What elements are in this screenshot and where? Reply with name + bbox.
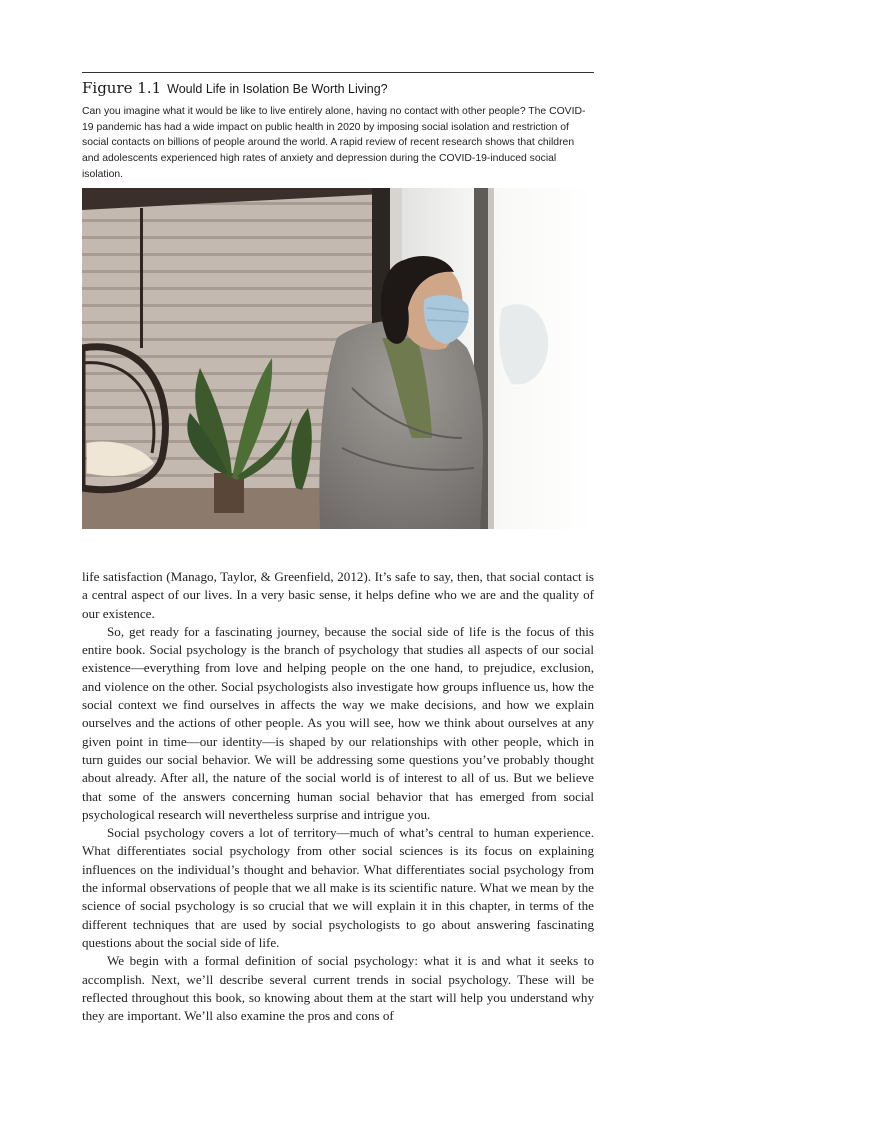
figure-top-rule xyxy=(82,72,594,73)
figure-header xyxy=(82,79,594,98)
paragraph: Social psychology covers a lot of territory—much of what’s central to human experience. What differentiates social psychology from other social sciences is its focus on explaining influences on the individual’s thought and behavior. What differentiates social psychology from the informal observations of people that we all make is its scientific nature. What we mean by the science of social psychology is so crucial that we will explain it in this chapter, in terms of the different techniques that are used by social psychologists to go about answering fascinating questions about the social side of life. xyxy=(82,825,594,950)
figure-page xyxy=(82,72,594,1024)
paragraph: We begin with a formal definition of social psychology: what it is and what it seeks to accomplish. Next, we’ll describe several current trends in social psychology. These will be reflected throughout this book, so knowing about them at the start will help you understand why they are important. We’ll also examine the pros and cons of xyxy=(82,953,594,1024)
figure-photo xyxy=(82,188,594,529)
figure-caption: Can you imagine what it would be like to live entirely alone, having no contact with other people? The COVID-19 pandemic has had a wide impact on public health in 2020 by imposing social isolation and restriction of social contacts on billions of people around the world. A rapid review of recent research shows that children and adolescents experienced high rates of anxiety and depression during the COVID-19-induced social isolation. xyxy=(82,106,586,180)
paragraph: So, get ready for a fascinating journey, because the social side of life is the focus of this entire book. Social psychology is the branch of psychology that studies all aspects of our social existence—everything from love and helping people on the one hand, to prejudice, exclusion, and violence on the other. Social psychologists also investigate how groups influence us, how the social context we find ourselves in affects the way we make decisions, and how we explain ourselves and the actions of other people. As you will see, how we think about ourselves at any given point in time—our identity—is shaped by our relationships with other people, which in turn guides our social behavior. We will be addressing some questions you’ve probably thought about already. After all, the nature of the social world is of interest to all of us. But we believe that some of the answers concerning human social behavior that has emerged from social psychological research will nevertheless surprise and intrigue you. xyxy=(82,623,594,822)
figure-label: Figure 1.1 xyxy=(82,79,162,97)
paragraph: life satisfaction (Manago, Taylor, & Greenfield, 2012). It’s safe to say, then, that social contact is a central aspect of our lives. In a very basic sense, it helps define who we are and the quality of our existence. xyxy=(82,569,594,621)
figure-title: Would Life in Isolation Be Worth Living? xyxy=(167,82,388,96)
body-text xyxy=(82,568,594,1025)
